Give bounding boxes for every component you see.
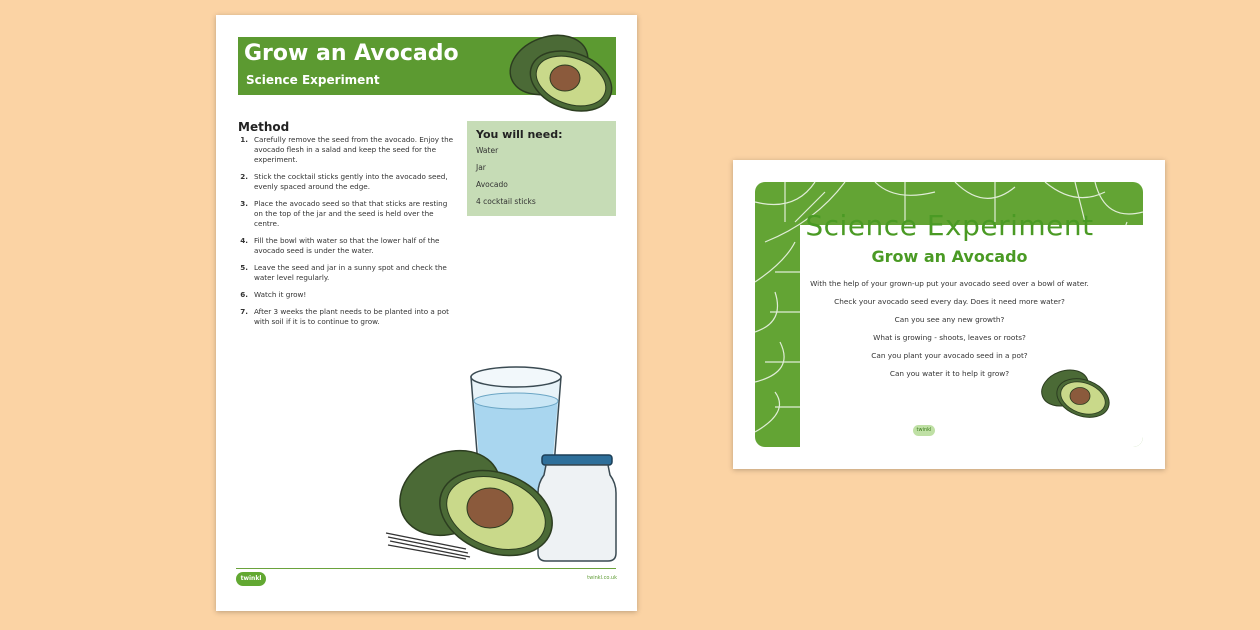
card-subtitle: Grow an Avocado [871,247,1028,266]
method-step: 5. Leave the seed and jar in a sunny spot and check the water level regularly. [240,263,447,282]
method-step: 6. Watch it grow! [240,290,307,299]
worksheet-subtitle: Science Experiment [246,73,380,87]
card-instruction-line: Can you plant your avocado seed in a pot? [871,351,1028,360]
card-instruction-line: Check your avocado seed every day. Does it need more water? [834,297,1065,306]
twinkl-logo: twinkl [236,572,266,586]
card-avocado-icon [1037,362,1117,422]
experiment-illustration [366,353,626,565]
card-instruction-line: What is growing - shoots, leaves or roots? [873,333,1026,342]
worksheet-page [216,15,637,611]
card-instruction-line: Can you see any new growth? [894,315,1005,324]
method-step: 4. Fill the bowl with water so that the lower half of the avocado seed is under the water. [240,236,440,255]
card-instruction-line: Can you water it to help it grow? [889,369,1010,378]
needs-item: Avocado [476,180,508,189]
method-step: 2. Stick the cocktail sticks gently into the avocado seed, evenly spaced around the edge. [240,172,448,191]
method-step: 7. After 3 weeks the plant needs to be planted into a pot with soil if it is to continue to grow. [240,307,449,326]
needs-item: 4 cocktail sticks [476,197,536,206]
method-heading: Method [238,120,290,134]
footer-divider [236,568,616,569]
needs-item: Jar [476,163,486,172]
avocado-illustration [501,25,621,117]
jar-icon [538,455,616,561]
you-will-need-box [467,121,616,216]
experiment-card [733,160,1165,469]
method-step: 3. Place the avocado seed so that that sticks are resting on the top of the jar and the seed is held over the centre. [240,199,448,228]
twinkl-logo: twinkl [913,425,935,436]
card-instruction-line: With the help of your grown-up put your avocado seed over a bowl of water. [810,279,1089,288]
method-steps [238,135,458,334]
footer-url: twinkl.co.uk [587,575,617,581]
method-step: 1. Carefully remove the seed from the avocado. Enjoy the avocado flesh in a salad and keep the seed for the experiment. [240,135,454,164]
worksheet-title: Grow an Avocado [244,41,459,66]
card-title: Science Experiment [805,209,1094,242]
needs-heading: You will need: [476,128,563,141]
needs-item: Water [476,146,499,155]
